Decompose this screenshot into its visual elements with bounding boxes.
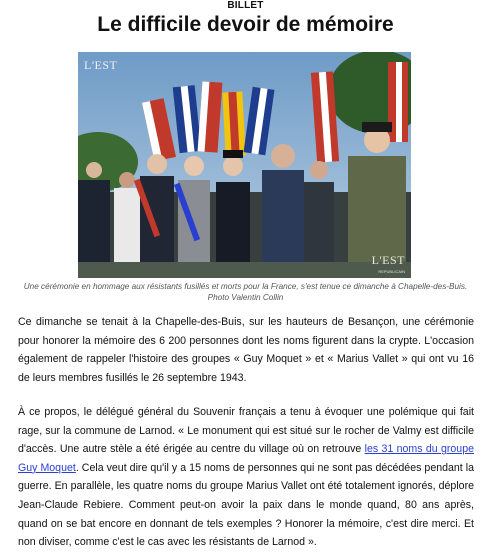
photo-watermark-top: L'EST [84,58,118,72]
photo-watermark-sub: REPUBLICAIN [378,269,405,274]
guy-moquet-names-link[interactable]: les 31 noms du groupe Guy Moquet [18,443,474,474]
photo-caption: Une cérémonie en hommage aux résistants fusillés et morts pour la France, s'est tenue ce dimanche à Chapelle-des-Buis. Photo Valentin Collin [23,282,468,302]
ceremony-photo-illustration [78,52,411,278]
paragraph-2 [18,403,474,552]
photo-watermark-bottom: L'EST [371,253,405,267]
article-title: Le difficile devoir de mémoire [97,13,394,36]
paragraph-1: Ce dimanche se tenait à la Chapelle-des-Buis, sur les hauteurs de Besançon, une cérémonie pour honorer la mémoire des 6 200 personnes dont les noms figurent dans la crypte. L'occasion également de rappeler l'histoire des groupes « Guy Moquet » et « Marius Vallet » qui ont vu 16 de leurs membres fusillés le 26 septembre 1943. [18,316,474,384]
paragraph-2-text-before: À ce propos, le délégué général du Souvenir français a tenu à évoquer une polémique qui fait rage, sur la commune de Larnod. « Le monument qui est situé sur le rocher de Valmy est difficile d'accès. Une autre stèle a été érigée au centre du village où on retrouve [18,406,474,456]
paragraph-2-text-after: . Cela veut dire qu'il y a 15 noms de personnes qui ne sont pas décédées pendant la guerre. En parallèle, les quatre noms du groupe Marius Vallet ont été totalement ignorés, déplore Jean-Claude Rebiere. Comment peut-on avoir la paix dans le monde quand, 80 ans après, quand on se bat encore en donnant de tels exemples ? Honorer la mémoire, c'est dire merci. Et non diviser, comme c'est le cas avec les résistants de Larnod ». [18,461,475,549]
article-photo[interactable] [78,52,411,278]
article-kicker: BILLET [227,0,264,11]
